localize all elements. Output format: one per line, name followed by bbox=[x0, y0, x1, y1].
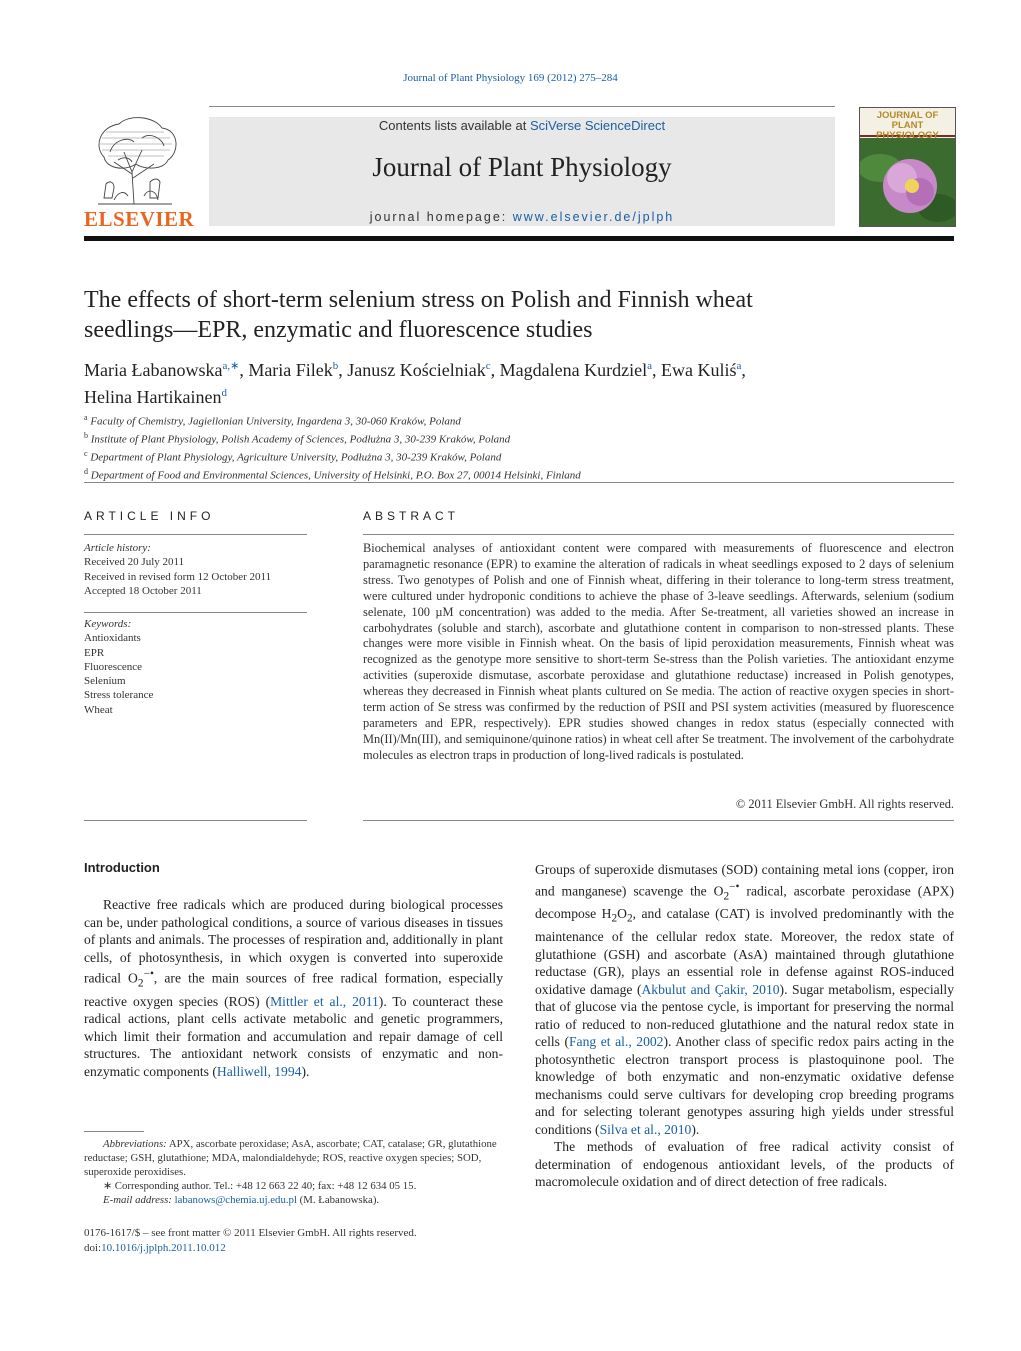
info-divider bbox=[84, 612, 307, 613]
elsevier-wordmark: ELSEVIER bbox=[84, 207, 195, 231]
article-history bbox=[84, 541, 307, 598]
paragraph-text: , are the main sources of free radical formation, especially reactive oxygen species (ROS) ( bbox=[84, 970, 503, 1009]
abstract-copyright: © 2011 Elsevier GmbH. All rights reserved. bbox=[735, 797, 954, 811]
accepted-date: Accepted 18 October 2011 bbox=[84, 584, 202, 597]
keyword-item: Antioxidants bbox=[84, 632, 141, 645]
article-info-heading: ARTICLE INFO bbox=[84, 509, 215, 523]
journal-cover-thumbnail[interactable] bbox=[859, 107, 956, 227]
affiliation-item bbox=[84, 465, 944, 483]
cover-title-line1: JOURNAL OF bbox=[876, 110, 939, 121]
author-separator: , bbox=[490, 360, 500, 380]
section-divider bbox=[84, 482, 954, 483]
sciencedirect-link[interactable]: SciVerse ScienceDirect bbox=[529, 118, 666, 133]
subscript: 2 bbox=[137, 977, 144, 990]
author-affil-mark[interactable]: d bbox=[221, 387, 227, 399]
superscript: −• bbox=[729, 880, 740, 893]
keyword-item: Wheat bbox=[84, 703, 113, 716]
journal-citation[interactable]: Journal of Plant Physiology 169 (2012) 275–284 bbox=[403, 72, 618, 84]
affiliation-text: Department of Food and Environmental Sciences, University of Helsinki, P.O. Box 27, 00014 Helsinki, Finland bbox=[90, 469, 581, 482]
affiliation-item bbox=[84, 447, 944, 465]
info-divider bbox=[84, 534, 307, 535]
contents-prefix: Contents lists available at bbox=[378, 118, 530, 133]
revised-date: Received in revised form 12 October 2011 bbox=[84, 570, 272, 583]
keyword-item: Fluorescence bbox=[84, 660, 143, 673]
header-thick-rule bbox=[84, 236, 954, 241]
paragraph-text: Groups of superoxide dismutases (SOD) containing metal ions (copper, iron and manganese) scavenge the O bbox=[535, 862, 954, 899]
paragraph-text: Reactive free radicals which are produced during biological processes can be, under pathological conditions, a source of various diseases in tissues of plants and animals. The processes of respiration and, additionally in plant cells, of photosynthesis, in which oxygen is converted into superoxide radical O bbox=[84, 897, 503, 986]
paragraph-text: ). Sugar metabolism, especially that of glucose via the pentose cycle, is important for preserving the normal ratio of reduced to non-reduced glutathione and the natural redox state in cells ( bbox=[535, 981, 954, 1050]
paragraph-text: O bbox=[617, 906, 627, 922]
paragraph-text: radical, ascorbate peroxidase (APX) decompose H bbox=[535, 883, 954, 922]
author-affil-mark[interactable]: b bbox=[332, 360, 339, 372]
subscript: 2 bbox=[626, 912, 633, 925]
paragraph-text: ). To counteract these radical actions, plant cells activate metabolic and genetic programmers, which limit their formation and accumulation and repair damage of cell structures. The antioxidant network consists of enzymatic and non-enzymatic components ( bbox=[84, 993, 503, 1079]
keywords-block bbox=[84, 617, 307, 717]
contents-line bbox=[209, 118, 835, 133]
author-separator: , bbox=[651, 360, 661, 380]
affiliation-mark: a bbox=[84, 413, 88, 422]
author-separator: , bbox=[239, 360, 249, 380]
abstract-heading: ABSTRACT bbox=[363, 509, 460, 523]
author-name[interactable]: Helina Hartikainen bbox=[84, 387, 222, 407]
affiliation-text: Institute of Plant Physiology, Polish Academy of Sciences, Podłużna 3, 30-239 Kraków, Poland bbox=[90, 433, 511, 446]
introduction-heading: Introduction bbox=[84, 860, 160, 875]
author-affil-mark[interactable]: a,∗ bbox=[222, 360, 240, 372]
affiliation-mark: c bbox=[84, 448, 88, 458]
author-affil-mark[interactable]: a bbox=[736, 360, 742, 372]
affiliation-item bbox=[84, 411, 944, 429]
body-paragraph bbox=[84, 896, 503, 1080]
author-name[interactable]: Janusz Kościelniak bbox=[347, 360, 486, 380]
affiliation-item bbox=[84, 429, 944, 447]
doi-link[interactable]: 10.1016/j.jplph.2011.10.012 bbox=[101, 1241, 226, 1254]
header-top-rule bbox=[209, 106, 835, 107]
abbreviations-footnote bbox=[84, 1137, 503, 1179]
body-column-left bbox=[84, 896, 503, 1080]
subscript: 2 bbox=[611, 912, 618, 925]
abstract-divider bbox=[363, 820, 954, 821]
email-link[interactable]: labanows@chemia.uj.edu.pl bbox=[174, 1194, 297, 1206]
paragraph-text: , and catalase (CAT) is involved predominantly with the maintenance of the cellular redox state. Moreover, the redox state of glutathione (GSH) and ascorbate (AsA) maintained through glutathione reductase (GR), plays an essential role in defense against ROS-induced oxidative damage ( bbox=[535, 906, 954, 997]
homepage-link[interactable]: www.elsevier.de/jplph bbox=[512, 210, 675, 224]
author-name[interactable]: Maria Filek bbox=[248, 360, 333, 380]
email-footnote bbox=[84, 1193, 503, 1207]
author-separator: , bbox=[338, 360, 348, 380]
body-paragraph bbox=[535, 861, 954, 1138]
paragraph-text: ). bbox=[691, 1121, 700, 1137]
author-name[interactable]: Maria Łabanowska bbox=[84, 360, 223, 380]
affiliation-list bbox=[84, 411, 944, 483]
corresponding-author-footnote: ∗ Corresponding author. Tel.: +48 12 663 22 40; fax: +48 12 634 05 15. bbox=[103, 1180, 417, 1192]
citation-link[interactable]: Silva et al., 2010 bbox=[599, 1121, 692, 1137]
cover-title bbox=[860, 111, 955, 141]
keywords-label: Keywords: bbox=[84, 618, 132, 630]
received-date: Received 20 July 2011 bbox=[84, 556, 185, 569]
front-matter bbox=[84, 1226, 503, 1255]
paragraph-text: ). bbox=[301, 1063, 310, 1079]
keyword-item: EPR bbox=[84, 646, 105, 659]
history-label: Article history: bbox=[84, 542, 151, 554]
citation-link[interactable]: Halliwell, 1994 bbox=[216, 1063, 302, 1079]
body-column-right bbox=[535, 861, 954, 1191]
abstract-text: Biochemical analyses of antioxidant content were compared with measurements of fluorescence and electron paramagnetic resonance (EPR) to examine the alteration of radicals in wheat seedlings exposed to 2 days of selenium stress. Two genotypes of Polish and one of Finnish wheat, differing in their tolerance to long-term stress treatment, were cultured under hydroponic conditions to achieve the phase of 3-leave seedlings. Afterwards, selenium (sodium selenate, 100 µM concentration) was added to the media. After Se-treatment, all varieties showed an increase in carbohydrates (soluble and starch), ascorbate and glutathione content in comparison to non-stressed plants. These changes were more visible in Finnish wheat. On the basis of lipid peroxidation measurements, Finnish wheat was recognized as the genotype more sensitive to short-term Se-stress than the Polish varieties. The antioxidant enzyme activities (superoxide dismutase, ascorbate peroxidase and glutathione reductase) increased in Polish genotypes, whereas they decreased in Finnish wheat plants cultured on Se media. The action of reactive oxygen species in short-term action of Se stress was confirmed by the reduction of PSII and PSI system activities (measured by fluorescence parameters and EPR, respectively). EPR studies showed changes in redox status (especially connected with Mn(II)/Mn(III), and semiquinone/quinone ratios) in wheat cell after Se treatment. The involvement of the carbohydrate molecules as electron traps in production of long-lived radicals is postulated. bbox=[363, 541, 954, 762]
affiliation-mark: d bbox=[84, 466, 88, 476]
citation-link[interactable]: Fang et al., 2002 bbox=[569, 1034, 664, 1050]
email-suffix: (M. Łabanowska). bbox=[296, 1194, 380, 1206]
citation-link[interactable]: Mittler et al., 2011 bbox=[270, 993, 379, 1009]
front-matter-line: 0176-1617/$ – see front matter © 2011 Elsevier GmbH. All rights reserved. bbox=[84, 1227, 417, 1239]
cover-title-line2: PLANT PHYSIOLOGY bbox=[876, 120, 939, 141]
article-title bbox=[84, 285, 904, 345]
keyword-item: Stress tolerance bbox=[84, 689, 154, 702]
homepage-prefix: journal homepage: bbox=[369, 210, 513, 224]
body-paragraph: The methods of evaluation of free radical activity consist of determination of endogenous antioxidant levels, of the products of macromolecule oxidation and of direct detection of free radicals. bbox=[535, 1139, 954, 1190]
citation-link[interactable]: Akbulut and Çakir, 2010 bbox=[641, 981, 780, 997]
footnotes bbox=[84, 1137, 503, 1207]
doi-prefix: doi: bbox=[84, 1241, 102, 1254]
abbreviations-label: Abbreviations: bbox=[103, 1138, 167, 1150]
footnote-rule bbox=[84, 1131, 144, 1132]
article-title-line2: seedlings—EPR, enzymatic and fluorescence studies bbox=[84, 317, 593, 343]
doi-line bbox=[84, 1241, 503, 1256]
homepage-line bbox=[209, 210, 835, 224]
paragraph-text: ). Another class of specific redox pairs acting in the photosynthetic electron transport process is plastoquinone pool. The knowledge of both enzymatic and non-enzymatic oxidative defense mechanisms could serve cultivars for developing crop breeding programs and for selecting tolerant genotypes assuring high yields under stressful conditions ( bbox=[535, 1034, 954, 1137]
article-title-line1: The effects of short-term selenium stress on Polish and Finnish wheat bbox=[84, 287, 753, 313]
author-name[interactable]: Magdalena Kurdziel bbox=[499, 360, 648, 380]
author-affil-mark[interactable]: c bbox=[485, 360, 491, 372]
affiliation-mark: b bbox=[84, 430, 88, 440]
superscript: −• bbox=[143, 968, 154, 980]
author-list bbox=[84, 355, 944, 409]
subscript: 2 bbox=[723, 889, 730, 902]
journal-title: Journal of Plant Physiology bbox=[372, 152, 672, 182]
author-affil-mark[interactable]: a bbox=[647, 360, 652, 372]
affiliation-text: Department of Plant Physiology, Agriculture University, Podłużna 3, 30-239 Kraków, Poland bbox=[90, 451, 502, 464]
author-separator: , bbox=[741, 360, 746, 380]
keyword-item: Selenium bbox=[84, 675, 126, 688]
abstract-divider bbox=[363, 534, 954, 535]
info-divider bbox=[84, 820, 307, 821]
affiliation-text: Faculty of Chemistry, Jagiellonian University, Ingardena 3, 30-060 Kraków, Poland bbox=[90, 415, 461, 428]
abbreviations-text: APX, ascorbate peroxidase; AsA, ascorbate; CAT, catalase; GR, glutathione reductase; GSH, glutathione; MDA, malondialdehyde; ROS, reactive oxygen species; SOD, superoxide peroxidises. bbox=[84, 1138, 497, 1178]
email-label: E-mail address: bbox=[103, 1194, 172, 1206]
author-name[interactable]: Ewa Kuliś bbox=[660, 360, 737, 380]
